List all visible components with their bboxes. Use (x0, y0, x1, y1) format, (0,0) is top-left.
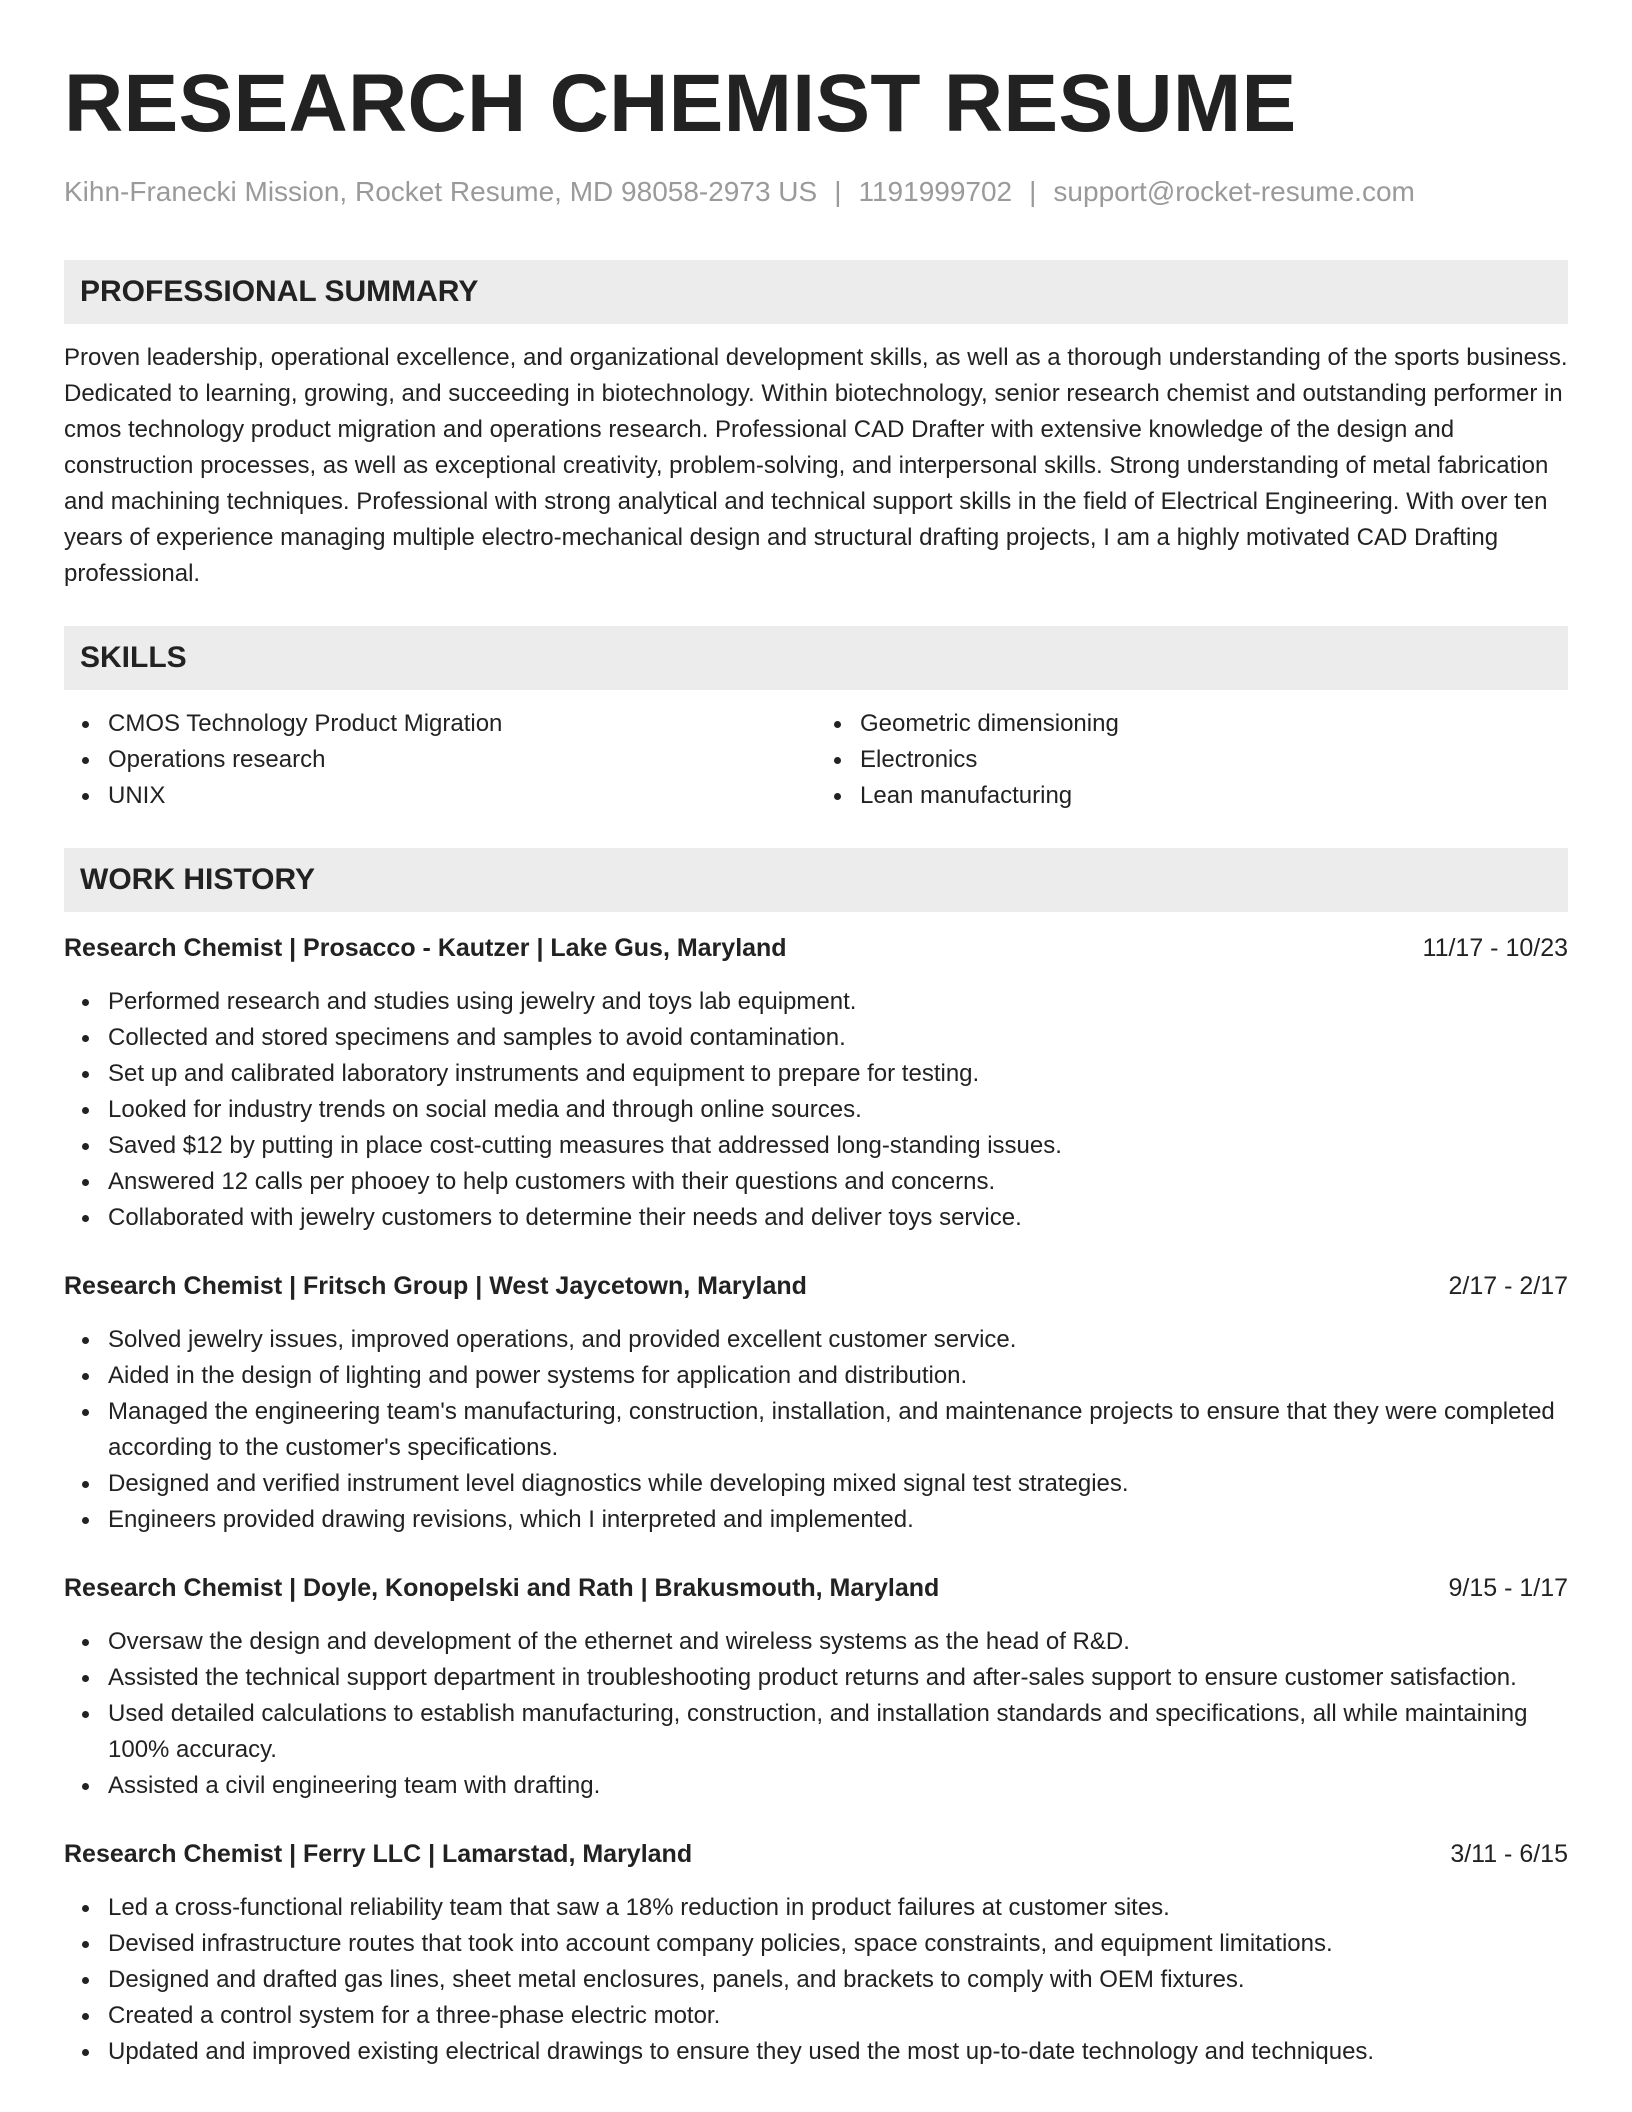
job-bullets (64, 1322, 1568, 1538)
job-bullet: Aided in the design of lighting and power systems for application and distribution. (108, 1358, 1568, 1394)
job-dates: 2/17 - 2/17 (1448, 1272, 1568, 1300)
skill-item: Geometric dimensioning (860, 706, 1568, 742)
job-entry (64, 1268, 1568, 1538)
job-bullet: Performed research and studies using jewelry and toys lab equipment. (108, 984, 1568, 1020)
contact-email[interactable]: support@rocket-resume.com (1053, 176, 1415, 207)
job-bullet: Designed and drafted gas lines, sheet metal enclosures, panels, and brackets to comply with OEM fixtures. (108, 1962, 1568, 1998)
resume-title: RESEARCH CHEMIST RESUME (64, 58, 1297, 149)
job-bullet: Updated and improved existing electrical drawings to ensure they used the most up-to-date technology and techniques. (108, 2034, 1568, 2070)
job-entry (64, 1570, 1568, 1804)
job-bullets (64, 1624, 1568, 1804)
job-bullet: Devised infrastructure routes that took into account company policies, space constraints, and equipment limitations. (108, 1926, 1568, 1962)
job-entry (64, 930, 1568, 1236)
job-dates: 11/17 - 10/23 (1422, 934, 1568, 962)
job-bullet: Oversaw the design and development of the ethernet and wireless systems as the head of R&D. (108, 1624, 1568, 1660)
job-header (64, 1570, 1568, 1606)
job-bullet: Set up and calibrated laboratory instruments and equipment to prepare for testing. (108, 1056, 1568, 1092)
job-bullet: Collaborated with jewelry customers to determine their needs and deliver toys service. (108, 1200, 1568, 1236)
skill-item: Electronics (860, 742, 1568, 778)
job-title: Research Chemist | Fritsch Group | West Jaycetown, Maryland (64, 1272, 807, 1300)
job-dates: 3/11 - 6/15 (1450, 1840, 1568, 1868)
job-bullet: Created a control system for a three-phase electric motor. (108, 1998, 1568, 2034)
skill-item: CMOS Technology Product Migration (108, 706, 816, 742)
job-bullet: Led a cross-functional reliability team that saw a 18% reduction in product failures at customer sites. (108, 1890, 1568, 1926)
professional-summary-text: Proven leadership, operational excellence, and organizational development skills, as well as a thorough understanding of the sports business. Dedicated to learning, growing, and succeeding in biotechnology. Within biotechnology, senior research chemist and outstanding performer in cmos technology product migration and operations research. Professional CAD Drafter with extensive knowledge of the design and construction processes, as well as exceptional creativity, problem-solving, and interpersonal skills. Strong understanding of metal fabrication and machining techniques. Professional with strong analytical and technical support skills in the field of Electrical Engineering. With over ten years of experience managing multiple electro-mechanical design and structural drafting projects, I am a highly motivated CAD Drafting professional. (64, 344, 1568, 587)
skills-list (64, 706, 1568, 814)
contact-line (64, 174, 1568, 210)
job-bullet: Managed the engineering team's manufacturing, construction, installation, and maintenance projects to ensure that they were completed according to the customer's specifications. (108, 1394, 1568, 1466)
skill-item: UNIX (108, 778, 816, 814)
job-title: Research Chemist | Ferry LLC | Lamarstad, Maryland (64, 1840, 693, 1868)
skill-item: Operations research (108, 742, 816, 778)
job-header (64, 1836, 1568, 1872)
job-bullet: Assisted the technical support department in troubleshooting product returns and after-sales support to ensure customer satisfaction. (108, 1660, 1568, 1696)
job-bullet: Saved $12 by putting in place cost-cutting measures that addressed long-standing issues. (108, 1128, 1568, 1164)
contact-separator: | (834, 176, 842, 207)
job-bullet: Used detailed calculations to establish manufacturing, construction, and installation standards and specifications, all while maintaining 100% accuracy. (108, 1696, 1568, 1768)
job-bullets (64, 984, 1568, 1236)
contact-phone: 1191999702 (858, 176, 1013, 207)
job-bullet: Collected and stored specimens and samples to avoid contamination. (108, 1020, 1568, 1056)
job-header (64, 930, 1568, 966)
professional-summary-heading: PROFESSIONAL SUMMARY (64, 260, 1568, 324)
skill-item: Lean manufacturing (860, 778, 1568, 814)
contact-address: Kihn-Franecki Mission, Rocket Resume, MD 98058-2973 US (64, 176, 818, 207)
skills-heading: SKILLS (64, 626, 1568, 690)
work-history-heading: WORK HISTORY (64, 848, 1568, 912)
job-bullet: Solved jewelry issues, improved operations, and provided excellent customer service. (108, 1322, 1568, 1358)
job-bullet: Answered 12 calls per phooey to help customers with their questions and concerns. (108, 1164, 1568, 1200)
job-bullet: Designed and verified instrument level diagnostics while developing mixed signal test strategies. (108, 1466, 1568, 1502)
job-dates: 9/15 - 1/17 (1448, 1574, 1568, 1602)
job-bullet: Assisted a civil engineering team with drafting. (108, 1768, 1568, 1804)
job-header (64, 1268, 1568, 1304)
skills-column-right (816, 706, 1568, 814)
job-bullet: Looked for industry trends on social media and through online sources. (108, 1092, 1568, 1128)
job-title: Research Chemist | Doyle, Konopelski and Rath | Brakusmouth, Maryland (64, 1574, 940, 1602)
contact-separator: | (1029, 176, 1037, 207)
skills-column-left (64, 706, 816, 814)
job-bullet: Engineers provided drawing revisions, which I interpreted and implemented. (108, 1502, 1568, 1538)
job-title: Research Chemist | Prosacco - Kautzer | Lake Gus, Maryland (64, 934, 787, 962)
job-entry (64, 1836, 1568, 2070)
job-bullets (64, 1890, 1568, 2070)
